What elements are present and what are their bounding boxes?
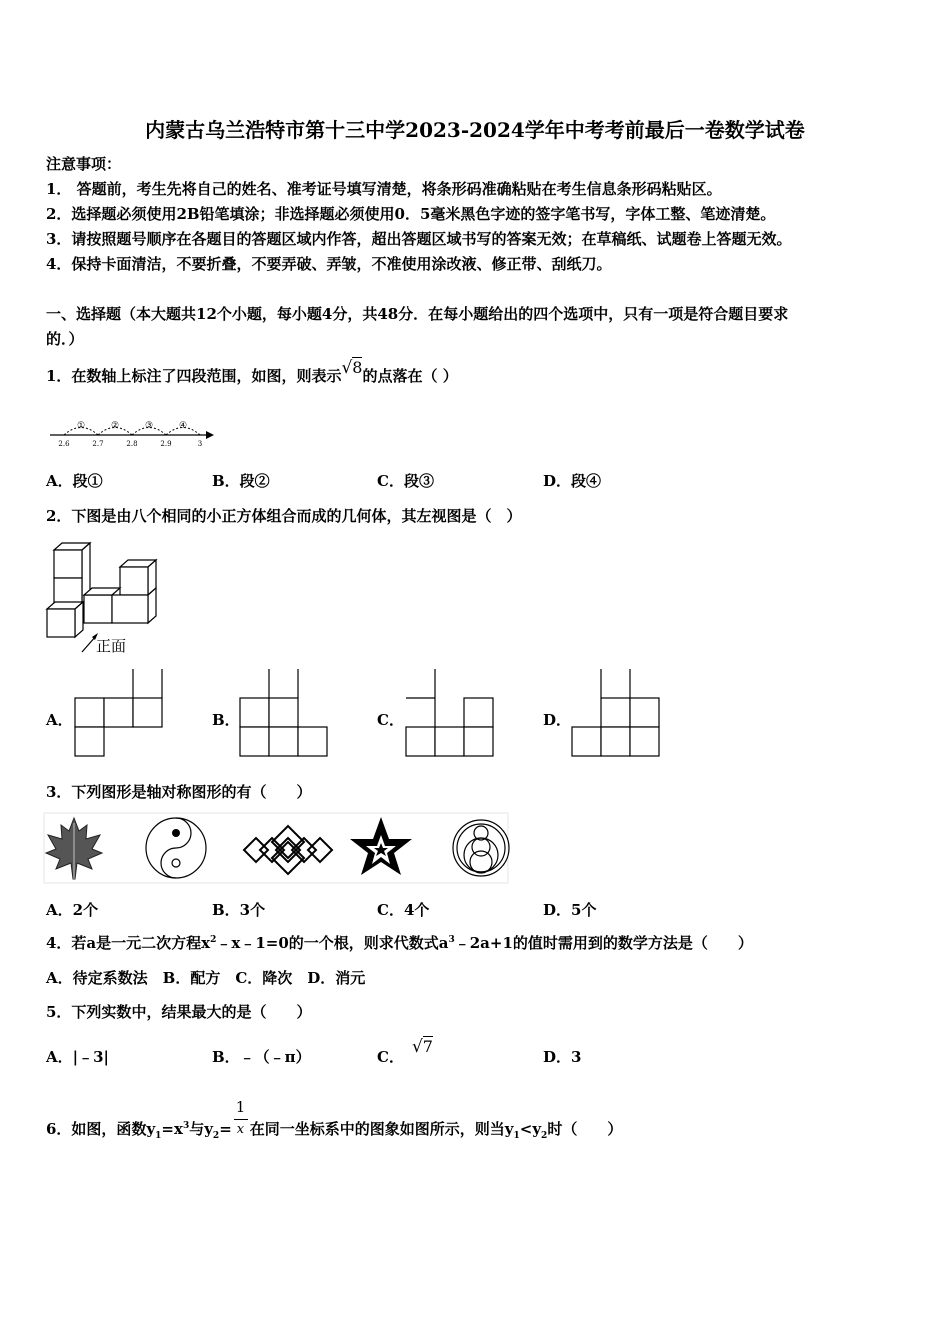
subscript: 2 xyxy=(541,1131,548,1141)
option-c-label: C． xyxy=(377,1048,404,1066)
symmetry-figures xyxy=(44,813,509,885)
option-b-view[interactable] xyxy=(239,668,331,760)
sqrt-radicand: 7 xyxy=(422,1037,433,1056)
q6-part: =x xyxy=(161,1120,183,1138)
option-b[interactable]: B．段② xyxy=(212,472,270,490)
option-a-view[interactable] xyxy=(74,668,166,760)
question-4-text xyxy=(46,932,753,953)
circles-pattern-icon xyxy=(453,820,509,876)
axis-tick-label: 2.7 xyxy=(92,440,104,448)
q6-part: 在同一坐标系中的图象如图所示，则当y xyxy=(249,1120,514,1138)
axis-tick-label: 2.6 xyxy=(58,440,70,448)
axis-tick-label: 3 xyxy=(197,440,203,448)
q4-exp2: 2 xyxy=(210,935,217,945)
superscript: 3 xyxy=(182,1121,190,1131)
q4-part2: ﹣x﹣1=0的一个根，则求代数式a xyxy=(216,934,449,952)
segment-label-1: ① xyxy=(76,421,86,431)
subscript: 1 xyxy=(155,1131,162,1141)
segment-label-2: ② xyxy=(110,421,120,431)
front-label: 正面 xyxy=(96,637,127,655)
question-1-suffix: 的点落在（ ） xyxy=(362,367,458,385)
sqrt-symbol: √ xyxy=(411,1037,423,1057)
sqrt-radicand: 8 xyxy=(352,358,363,377)
option-a[interactable]: A．2个 xyxy=(46,901,99,919)
question-5-text: 5．下列实数中，结果最大的是（ ） xyxy=(46,1003,312,1021)
q4-part1: 4．若a是一元二次方程x xyxy=(46,934,211,952)
notice-item: 3．请按照题号顺序在各题目的答题区域内作答，超出答题区域书写的答案无效；在草稿纸、试题卷上答题无效。 xyxy=(46,230,792,248)
star-pattern-icon xyxy=(350,817,412,875)
option-d[interactable]: D．3 xyxy=(543,1048,582,1066)
option-d[interactable]: D． xyxy=(543,711,572,729)
question-1-prefix: 1．在数轴上标注了四段范围，如图，则表示 xyxy=(46,367,342,385)
subscript: 2 xyxy=(212,1131,220,1141)
axis-tick-label: 2.9 xyxy=(160,440,172,448)
option-c[interactable]: C．4个 xyxy=(377,901,430,919)
fraction-numerator: 1 xyxy=(235,1098,246,1116)
q4-exp3: 3 xyxy=(448,935,455,945)
yin-yang-icon xyxy=(146,818,206,878)
question-2-text: 2．下图是由八个相同的小正方体组合而成的几何体，其左视图是（ ） xyxy=(46,507,522,525)
q6-part: <y xyxy=(519,1120,542,1138)
fraction-denominator: x xyxy=(236,1122,245,1137)
question-3-text: 3．下列图形是轴对称图形的有（ ） xyxy=(46,783,312,801)
question-6-text xyxy=(46,1098,623,1141)
q6-part: 与y xyxy=(189,1120,213,1138)
option-a[interactable]: A．|﹣3| xyxy=(46,1048,109,1066)
option-b[interactable]: B． xyxy=(212,711,240,729)
sqrt-symbol: √ xyxy=(341,358,353,378)
option-a[interactable]: A．段① xyxy=(46,472,103,490)
q6-part: 6．如图，函数y xyxy=(46,1120,156,1138)
fraction-bar xyxy=(234,1119,248,1120)
axis-tick-label: 2.8 xyxy=(126,440,138,448)
notice-item: 2．选择题必须使用2B铅笔填涂；非选择题必须使用0．5毫米黑色字迹的签字笔书写，字体工整、笔迹清楚。 xyxy=(46,205,776,223)
section-heading-line2: 的．） xyxy=(46,330,84,348)
option-c[interactable]: C． xyxy=(377,711,404,729)
q6-part: = xyxy=(219,1120,232,1138)
notice-heading: 注意事项： xyxy=(46,155,122,173)
section-heading-line1: 一、选择题（本大题共12个小题，每小题4分，共48分．在每小题给出的四个选项中，只有一项是符合题目要求 xyxy=(46,305,789,323)
q4-part3: ﹣2a+1的值时需用到的数学方法是（ ） xyxy=(454,934,753,952)
option-b[interactable]: B．﹣（﹣π） xyxy=(212,1048,311,1066)
option-d-view[interactable] xyxy=(571,668,663,760)
option-c-view[interactable] xyxy=(405,668,497,760)
question-1-text xyxy=(46,358,458,386)
option-d[interactable]: D．段④ xyxy=(543,472,602,490)
option-d[interactable]: D．5个 xyxy=(543,901,597,919)
question-4-options[interactable]: A．待定系数法 B．配方 C．降次 D．消元 xyxy=(46,969,366,987)
notice-item: 1． 答题前，考生先将自己的姓名、准考证号填写清楚，将条形码准确粘贴在考生信息条形码粘贴区。 xyxy=(46,180,722,198)
page-title: 内蒙古乌兰浩特市第十三中学2023-2024学年中考考前最后一卷数学试卷 xyxy=(145,118,805,142)
subscript: 1 xyxy=(513,1131,520,1141)
knot-pattern-icon xyxy=(244,826,332,874)
maple-leaf-icon xyxy=(46,818,102,879)
segment-label-4: ④ xyxy=(178,421,188,431)
q6-part: 时（ ） xyxy=(547,1120,623,1138)
number-line-figure xyxy=(46,416,216,456)
option-b[interactable]: B．3个 xyxy=(212,901,266,919)
option-a[interactable]: A． xyxy=(46,711,73,729)
segment-label-3: ③ xyxy=(144,421,154,431)
option-c[interactable] xyxy=(377,1037,433,1067)
option-c[interactable]: C．段③ xyxy=(377,472,434,490)
fraction xyxy=(234,1098,248,1137)
notice-item: 4．保持卡面清洁，不要折叠，不要弄破、弄皱，不准使用涂改液、修正带、刮纸刀。 xyxy=(46,255,612,273)
